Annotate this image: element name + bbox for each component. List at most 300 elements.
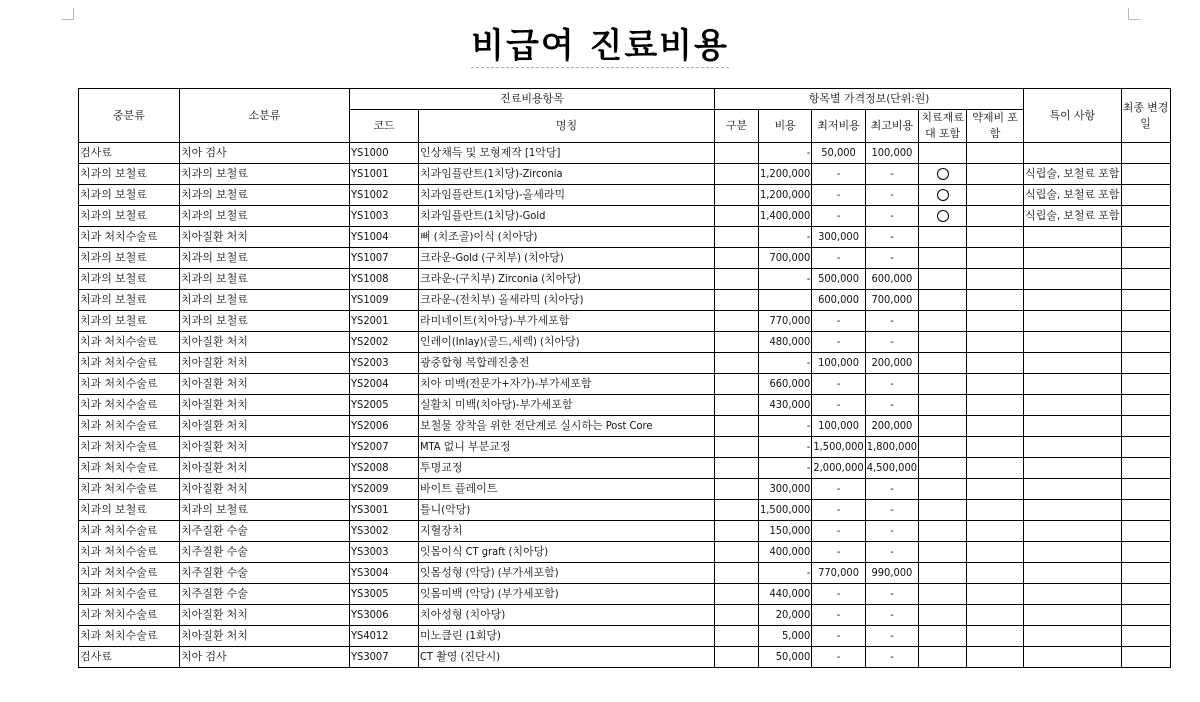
cell-max-cost: - — [865, 521, 918, 542]
cell-last-changed — [1121, 269, 1170, 290]
header-remarks: 특이 사항 — [1024, 89, 1121, 143]
cell-material-included — [919, 584, 967, 605]
cell-mid-category: 치과의 보철료 — [79, 164, 180, 185]
cell-name: 치과임플란트(1치당)-Gold — [419, 206, 715, 227]
cell-cost: 1,200,000 — [759, 164, 812, 185]
cell-max-cost: 4,500,000 — [865, 458, 918, 479]
cell-sub-category: 치아질환 처치 — [180, 626, 350, 647]
cell-last-changed — [1121, 521, 1170, 542]
cell-code: YS2008 — [350, 458, 419, 479]
cell-material-included — [919, 353, 967, 374]
cell-mid-category: 치과 처치수술료 — [79, 395, 180, 416]
cell-material-included — [919, 374, 967, 395]
header-code: 코드 — [350, 110, 419, 143]
cell-mid-category: 치과의 보철료 — [79, 500, 180, 521]
cell-remark — [1024, 584, 1121, 605]
cell-mid-category: 치과의 보철료 — [79, 269, 180, 290]
cell-name: 잇몸미백 (악당) (부가세포함) — [419, 584, 715, 605]
cell-max-cost: - — [865, 311, 918, 332]
cell-name: 투명교정 — [419, 458, 715, 479]
cell-type — [715, 332, 759, 353]
cell-material-included — [919, 563, 967, 584]
header-max-cost: 최고비용 — [865, 110, 918, 143]
cell-cost: 5,000 — [759, 626, 812, 647]
cell-drug-included — [967, 626, 1024, 647]
cell-code: YS2007 — [350, 437, 419, 458]
cell-last-changed — [1121, 416, 1170, 437]
cell-last-changed — [1121, 605, 1170, 626]
cell-name: 미노클린 (1회당) — [419, 626, 715, 647]
cell-material-included — [919, 437, 967, 458]
cell-name: 잇몸이식 CT graft (치아당) — [419, 542, 715, 563]
cell-type — [715, 647, 759, 668]
cell-cost: 660,000 — [759, 374, 812, 395]
cell-min-cost: - — [812, 164, 865, 185]
cell-remark — [1024, 458, 1121, 479]
cell-mid-category: 치과 처치수술료 — [79, 227, 180, 248]
cell-min-cost: - — [812, 647, 865, 668]
table-row — [79, 458, 1171, 479]
table-row — [79, 206, 1171, 227]
cell-remark: 식립술, 보철료 포함 — [1024, 164, 1121, 185]
cell-max-cost: - — [865, 164, 918, 185]
table-row — [79, 500, 1171, 521]
cell-remark — [1024, 227, 1121, 248]
cell-min-cost: - — [812, 500, 865, 521]
cell-min-cost: - — [812, 542, 865, 563]
cell-drug-included — [967, 458, 1024, 479]
cell-remark — [1024, 416, 1121, 437]
cell-type — [715, 206, 759, 227]
cell-min-cost: 500,000 — [812, 269, 865, 290]
cell-drug-included — [967, 395, 1024, 416]
cell-type — [715, 269, 759, 290]
cell-material-included — [919, 521, 967, 542]
cell-code: YS1000 — [350, 143, 419, 164]
cell-min-cost: - — [812, 521, 865, 542]
cell-mid-category: 치과의 보철료 — [79, 248, 180, 269]
cell-mid-category: 치과 처치수술료 — [79, 416, 180, 437]
table-row — [79, 563, 1171, 584]
cell-last-changed — [1121, 206, 1170, 227]
cell-max-cost: - — [865, 248, 918, 269]
cell-last-changed — [1121, 248, 1170, 269]
cell-min-cost: - — [812, 374, 865, 395]
cell-type — [715, 437, 759, 458]
cell-last-changed — [1121, 143, 1170, 164]
table-row — [79, 584, 1171, 605]
cell-drug-included — [967, 353, 1024, 374]
cell-cost: - — [759, 143, 812, 164]
cell-last-changed — [1121, 500, 1170, 521]
cell-material-included — [919, 248, 967, 269]
cell-remark — [1024, 500, 1121, 521]
cell-sub-category: 치아질환 처치 — [180, 353, 350, 374]
cell-material-included — [919, 332, 967, 353]
cell-sub-category: 치과의 보철료 — [180, 290, 350, 311]
cell-name: 바이트 플레이트 — [419, 479, 715, 500]
cell-code: YS2003 — [350, 353, 419, 374]
cell-code: YS3001 — [350, 500, 419, 521]
cell-max-cost: - — [865, 206, 918, 227]
cell-name: 광중합형 복합레진충전 — [419, 353, 715, 374]
cell-code: YS3002 — [350, 521, 419, 542]
cell-type — [715, 500, 759, 521]
cell-material-included — [919, 395, 967, 416]
header-last-changed: 최종 변경일 — [1121, 89, 1170, 143]
table-row — [79, 542, 1171, 563]
circle-mark-icon — [937, 168, 949, 180]
table-row — [79, 395, 1171, 416]
cell-code: YS4012 — [350, 626, 419, 647]
cell-type — [715, 395, 759, 416]
cell-name: 크라운-Gold (구치부) (치아당) — [419, 248, 715, 269]
cell-drug-included — [967, 248, 1024, 269]
cell-remark — [1024, 521, 1121, 542]
cell-mid-category: 치과의 보철료 — [79, 206, 180, 227]
cell-max-cost: - — [865, 626, 918, 647]
cell-remark: 식립술, 보철료 포함 — [1024, 206, 1121, 227]
cell-drug-included — [967, 479, 1024, 500]
cell-name: 라미네이트(치아당)-부가세포함 — [419, 311, 715, 332]
cell-drug-included — [967, 290, 1024, 311]
cell-name: 치아 미백(전문가+자가)-부가세포함 — [419, 374, 715, 395]
cell-cost: - — [759, 227, 812, 248]
cell-mid-category: 치과 처치수술료 — [79, 563, 180, 584]
cell-cost: 300,000 — [759, 479, 812, 500]
cell-mid-category: 치과 처치수술료 — [79, 332, 180, 353]
cell-cost: 1,500,000 — [759, 500, 812, 521]
cell-min-cost: 1,500,000 — [812, 437, 865, 458]
table-row — [79, 353, 1171, 374]
cell-code: YS2006 — [350, 416, 419, 437]
cell-max-cost: 200,000 — [865, 416, 918, 437]
cell-sub-category: 치과의 보철료 — [180, 185, 350, 206]
cell-sub-category: 치아질환 처치 — [180, 416, 350, 437]
cell-sub-category: 치과의 보철료 — [180, 269, 350, 290]
cell-name: 지혈장치 — [419, 521, 715, 542]
cell-mid-category: 치과 처치수술료 — [79, 458, 180, 479]
price-table — [78, 88, 1171, 668]
cell-material-included — [919, 479, 967, 500]
header-type: 구분 — [715, 110, 759, 143]
cell-mid-category: 치과의 보철료 — [79, 311, 180, 332]
cell-type — [715, 185, 759, 206]
cell-material-included — [919, 605, 967, 626]
table-body — [79, 143, 1171, 668]
cell-drug-included — [967, 542, 1024, 563]
cell-remark — [1024, 395, 1121, 416]
cell-sub-category: 치아질환 처치 — [180, 332, 350, 353]
cell-code: YS1009 — [350, 290, 419, 311]
table-row — [79, 143, 1171, 164]
cell-material-included — [919, 290, 967, 311]
cell-remark — [1024, 311, 1121, 332]
cell-min-cost: - — [812, 584, 865, 605]
cell-max-cost: - — [865, 647, 918, 668]
cell-last-changed — [1121, 647, 1170, 668]
cell-last-changed — [1121, 437, 1170, 458]
header-mid-category: 중분류 — [79, 89, 180, 143]
cell-name: 치과임플란트(1치당)-Zirconia — [419, 164, 715, 185]
cell-remark — [1024, 647, 1121, 668]
cell-cost: 700,000 — [759, 248, 812, 269]
cell-min-cost: 2,000,000 — [812, 458, 865, 479]
cell-name: 틀니(악당) — [419, 500, 715, 521]
table-row — [79, 626, 1171, 647]
header-name: 명칭 — [419, 110, 715, 143]
cell-last-changed — [1121, 374, 1170, 395]
cell-material-included — [919, 164, 967, 185]
cell-material-included — [919, 206, 967, 227]
cell-sub-category: 치과의 보철료 — [180, 311, 350, 332]
cell-code: YS3005 — [350, 584, 419, 605]
cell-type — [715, 626, 759, 647]
cell-sub-category: 치아 검사 — [180, 143, 350, 164]
cell-drug-included — [967, 311, 1024, 332]
table-row — [79, 605, 1171, 626]
cell-remark — [1024, 248, 1121, 269]
cell-type — [715, 563, 759, 584]
table-row — [79, 185, 1171, 206]
cell-material-included — [919, 500, 967, 521]
cell-material-included — [919, 143, 967, 164]
cell-max-cost: 600,000 — [865, 269, 918, 290]
cell-drug-included — [967, 563, 1024, 584]
cell-max-cost: - — [865, 395, 918, 416]
cell-sub-category: 치과의 보철료 — [180, 500, 350, 521]
table-row — [79, 437, 1171, 458]
cell-type — [715, 248, 759, 269]
table-row — [79, 647, 1171, 668]
cell-drug-included — [967, 374, 1024, 395]
cell-cost: - — [759, 416, 812, 437]
cell-code: YS1007 — [350, 248, 419, 269]
cell-min-cost: - — [812, 605, 865, 626]
cell-mid-category: 검사료 — [79, 143, 180, 164]
cell-min-cost: - — [812, 311, 865, 332]
cell-mid-category: 치과 처치수술료 — [79, 542, 180, 563]
cell-cost: 440,000 — [759, 584, 812, 605]
cell-type — [715, 584, 759, 605]
cell-name: 치아성형 (치아당) — [419, 605, 715, 626]
cell-last-changed — [1121, 332, 1170, 353]
cell-drug-included — [967, 143, 1024, 164]
cell-cost: 480,000 — [759, 332, 812, 353]
document-title-text: 비급여 진료비용 — [471, 26, 729, 66]
cell-max-cost: 200,000 — [865, 353, 918, 374]
cell-type — [715, 521, 759, 542]
cell-drug-included — [967, 416, 1024, 437]
cell-material-included — [919, 227, 967, 248]
document-title — [0, 18, 1200, 67]
cell-remark — [1024, 374, 1121, 395]
cell-cost: 400,000 — [759, 542, 812, 563]
cell-type — [715, 479, 759, 500]
cell-max-cost: 700,000 — [865, 290, 918, 311]
cell-last-changed — [1121, 395, 1170, 416]
cell-min-cost: 100,000 — [812, 353, 865, 374]
cell-material-included — [919, 542, 967, 563]
cell-max-cost: - — [865, 227, 918, 248]
cell-min-cost: 50,000 — [812, 143, 865, 164]
cell-mid-category: 치과 처치수술료 — [79, 605, 180, 626]
cell-min-cost: - — [812, 479, 865, 500]
cell-code: YS3007 — [350, 647, 419, 668]
table-row — [79, 479, 1171, 500]
cell-drug-included — [967, 164, 1024, 185]
cell-mid-category: 치과 처치수술료 — [79, 626, 180, 647]
cell-type — [715, 605, 759, 626]
cell-remark — [1024, 563, 1121, 584]
cell-material-included — [919, 458, 967, 479]
cell-last-changed — [1121, 164, 1170, 185]
cell-remark — [1024, 479, 1121, 500]
cell-remark — [1024, 437, 1121, 458]
cell-drug-included — [967, 437, 1024, 458]
cell-type — [715, 458, 759, 479]
cell-max-cost: - — [865, 500, 918, 521]
cell-type — [715, 143, 759, 164]
cell-last-changed — [1121, 311, 1170, 332]
header-drug-included: 약제비 포함 — [967, 110, 1024, 143]
cell-max-cost: - — [865, 605, 918, 626]
cell-mid-category: 치과의 보철료 — [79, 185, 180, 206]
cell-max-cost: 1,800,000 — [865, 437, 918, 458]
cell-sub-category: 치주질환 수술 — [180, 563, 350, 584]
cell-sub-category: 치주질환 수술 — [180, 584, 350, 605]
cell-remark — [1024, 542, 1121, 563]
header-material-included: 치료재료 대 포함 — [919, 110, 967, 143]
cell-max-cost: - — [865, 185, 918, 206]
cell-name: MTA 없니 부분교정 — [419, 437, 715, 458]
cell-last-changed — [1121, 626, 1170, 647]
cell-last-changed — [1121, 185, 1170, 206]
cell-last-changed — [1121, 542, 1170, 563]
cell-mid-category: 치과 처치수술료 — [79, 437, 180, 458]
cell-remark — [1024, 353, 1121, 374]
circle-mark-icon — [937, 189, 949, 201]
cell-cost: - — [759, 458, 812, 479]
cell-name: 크라운-(전치부) 올세라믹 (치아당) — [419, 290, 715, 311]
cell-sub-category: 치아 검사 — [180, 647, 350, 668]
cell-material-included — [919, 311, 967, 332]
cell-drug-included — [967, 500, 1024, 521]
table-row — [79, 521, 1171, 542]
cell-last-changed — [1121, 290, 1170, 311]
table-row — [79, 164, 1171, 185]
cell-last-changed — [1121, 563, 1170, 584]
cell-max-cost: - — [865, 479, 918, 500]
table-row — [79, 290, 1171, 311]
cell-material-included — [919, 269, 967, 290]
cell-cost: 770,000 — [759, 311, 812, 332]
cell-min-cost: - — [812, 626, 865, 647]
cell-last-changed — [1121, 584, 1170, 605]
cell-remark — [1024, 269, 1121, 290]
cell-min-cost: - — [812, 395, 865, 416]
cell-drug-included — [967, 185, 1024, 206]
cell-code: YS2005 — [350, 395, 419, 416]
cell-material-included — [919, 185, 967, 206]
cell-max-cost: - — [865, 542, 918, 563]
cell-code: YS3006 — [350, 605, 419, 626]
cell-sub-category: 치과의 보철료 — [180, 164, 350, 185]
header-price-group: 항목별 가격정보(단위:원) — [715, 89, 1024, 110]
cell-type — [715, 353, 759, 374]
cell-min-cost: - — [812, 185, 865, 206]
cell-min-cost: 100,000 — [812, 416, 865, 437]
cell-code: YS1008 — [350, 269, 419, 290]
cell-mid-category: 치과 처치수술료 — [79, 374, 180, 395]
cell-min-cost: - — [812, 248, 865, 269]
cell-cost: 430,000 — [759, 395, 812, 416]
cell-drug-included — [967, 521, 1024, 542]
cell-type — [715, 374, 759, 395]
header-item-group: 진료비용항목 — [350, 89, 715, 110]
cell-code: YS1002 — [350, 185, 419, 206]
table-row — [79, 416, 1171, 437]
cell-name: 뼈 (치조골)이식 (치아당) — [419, 227, 715, 248]
cell-code: YS3003 — [350, 542, 419, 563]
cell-type — [715, 542, 759, 563]
cell-material-included — [919, 647, 967, 668]
cell-last-changed — [1121, 479, 1170, 500]
cell-min-cost: 600,000 — [812, 290, 865, 311]
cell-last-changed — [1121, 353, 1170, 374]
table-row — [79, 248, 1171, 269]
cell-cost: - — [759, 563, 812, 584]
cell-code: YS2001 — [350, 311, 419, 332]
cell-code: YS2002 — [350, 332, 419, 353]
cell-cost: 1,400,000 — [759, 206, 812, 227]
cell-code: YS1004 — [350, 227, 419, 248]
cell-sub-category: 치아질환 처치 — [180, 479, 350, 500]
cell-material-included — [919, 626, 967, 647]
cell-cost — [759, 290, 812, 311]
cell-min-cost: 300,000 — [812, 227, 865, 248]
cell-name: 잇몸성형 (악당) (부가세포함) — [419, 563, 715, 584]
cell-remark — [1024, 143, 1121, 164]
cell-sub-category: 치아질환 처치 — [180, 458, 350, 479]
cell-drug-included — [967, 206, 1024, 227]
table-row — [79, 332, 1171, 353]
cell-name: 치과임플란트(1치당)-올세라믹 — [419, 185, 715, 206]
cell-cost: 20,000 — [759, 605, 812, 626]
cell-max-cost: 100,000 — [865, 143, 918, 164]
table-row — [79, 227, 1171, 248]
cell-sub-category: 치과의 보철료 — [180, 206, 350, 227]
cell-max-cost: 990,000 — [865, 563, 918, 584]
cell-drug-included — [967, 605, 1024, 626]
cell-min-cost: 770,000 — [812, 563, 865, 584]
cell-type — [715, 290, 759, 311]
cell-name: 인레이(Inlay)(골드,세렉) (치아당) — [419, 332, 715, 353]
cell-sub-category: 치과의 보철료 — [180, 248, 350, 269]
cell-drug-included — [967, 647, 1024, 668]
cell-remark — [1024, 332, 1121, 353]
cell-sub-category: 치아질환 처치 — [180, 437, 350, 458]
cell-type — [715, 416, 759, 437]
table-row — [79, 374, 1171, 395]
cell-remark — [1024, 605, 1121, 626]
cell-mid-category: 치과의 보철료 — [79, 290, 180, 311]
cell-drug-included — [967, 227, 1024, 248]
cell-drug-included — [967, 269, 1024, 290]
cell-drug-included — [967, 332, 1024, 353]
cell-sub-category: 치주질환 수술 — [180, 542, 350, 563]
cell-cost: - — [759, 269, 812, 290]
